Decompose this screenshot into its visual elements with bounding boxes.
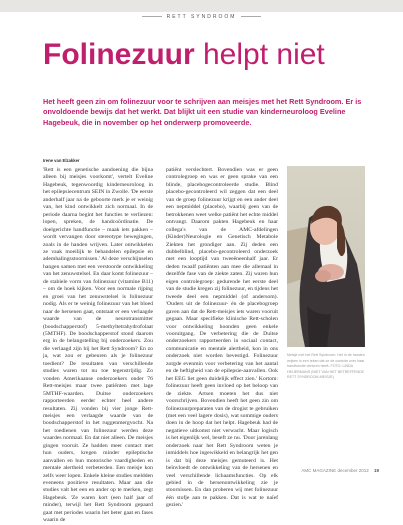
section-label: RETT SYNDROOM — [0, 14, 403, 20]
page-footer — [0, 468, 403, 473]
photo-illustration — [287, 166, 365, 347]
body-column-2 — [166, 167, 278, 510]
author-name: Irene van Elzakker — [43, 158, 80, 163]
title-bold: Folinezuur — [43, 38, 195, 71]
title-rest: helpt niet — [194, 38, 325, 71]
issue-date: december 2012 — [337, 468, 369, 473]
magazine-name: AMC MAGAZINE — [301, 468, 337, 473]
article-title — [43, 38, 325, 72]
girl-rubbing-hands-photo — [287, 166, 365, 347]
body-text-2: patiënt verslechtert. Bovendien was er geen controlegroep en was er geen sprake van een blinde, placebogecontroleerde studie. Blind placebo-gecontroleerd wil zeggen dat een deel van de groep folinezuur krijgt en een ander deel een nepmiddel (placebo), waarbij geen van de betrokkenen weet welke patiënt het echte middel ontvangt. Daarom pakten Hagebeuk en haar collega's van de AMC-afdelingen (Kinder)Neurologie en Genetisch Metabole Ziekten het grondiger aan. Zij deden een dubbelblind, placebo-gecontroleerd onderzoek met een looptijd van tweeëneenhalf jaar. Er deden twaalf patiënten aan mee die allemaal in dezelfde fase van de ziekte zaten. Zij waren hun eigen controlegroep: gedurende het eerste deel van de studie kregen zij folinezuur, en tijdens het tweede deel een nepmiddel (of andersom). 'Ouders uit de folinezuur- én de placebogroep gaven aan dat de Rett-meisjes iets waren vooruit gegaan. Maar specifieke klinische Rett-scholen voor ontwikkeling hoonden geen enkele vooruitgang. De verbetering die de Duitse onderzoekers rapporteerden in sociaal contact, communicatie en mentale alertheid, kon in ons onderzoek niet worden bevestigd. Folinezuur zorgde evenmin voor verbetering van het aantal en de heftigheid van de epilepsie-aanvallen. Ook het EEG liet geen duidelijk effect zien.' Kortom: folinezuur heeft geen invloed op het beloop van de ziekte. Artsen moeten het dus niet voorschrijven. Bovendien heeft het geen zin om folinezuurpreparaten van de drogist te gebruiken (met een veel lagere dosis), wat sommige ouders doen in de hoop dat het helpt. Hagebeuk had de negatieve uitkomst niet verwacht. Maar logisch is het eigenlijk wel, beseft ze nu. 'Door jarenlang onderzoek naar het Rett Syndroom weten je inmiddels hoe ingewikkeld en belangrijk het gen is dat bij deze meisjes gemuteerd is. Het beïnvloedt de ontwikkeling van de hersenen en veel verschillende lichaamsfuncties. Op elk gebied in de hersenontwikkeling zie je stoornissen. En dan proberen wij met folinezuur één stofje aan te pakken. Dat is wat te naïef gezien.' — [166, 167, 278, 509]
top-band — [0, 0, 403, 12]
body-text-1: 'Rett is een genetische aandoening die bijna alleen bij meisjes voorkomt', vertelt Eveline Hagebeuk, tegenwoordig kinderneuroloog in het epilepsiecentrum SEIN in Zwolle. 'De eerste anderhalf jaar na de geboorte merk je er weinig van, het kind ontwikkelt zich normaal. In de periode daarna begint het functies te verliezen: lopen, spreken, de handcoördinatie. De doelgerichte handfunctie – maak iets pakken – wordt vervangen door stereotype bewegingen, zoals in de handen wrijven. Later ontwikkelen ze vaak moeilijk te behandelen epilepsie en ademhalingsstoornissen.' Al deze verschijnselen hangen samen met een verstoorde ontwikkeling van het zenuwstelsel. En daar komt folinezuur – de stabiele vorm van folinezuur (vitamine B11) – om de hoek kijken. Voor een normale rijping en groei van het zenuwstelsel is folinezuur nodig. Als er te weinig folinezuur van het bloed naar de hersenen gaat, ontstaat er een verlaagde waarde van de neurotransmitter (boodschapperstof) 5-methyltetrahydrofolaat (5MTHF). De boodschapperstof stond daarom erg in de belangstelling bij onderzoekers. Zou die verlaagd zijn bij het Rett Syndroom? En zo ja, wat zou er gebeuren als je folinezuur toedient? De resultaten van verschillende studies waren tot nu toe tegenstrijdig. Zo vonden Amerikaanse onderzoekers onder 76 Rett-meisjes maar twee patiënten met lage 5MTHF-waarden. Duitse onderzoekers rapporteerden eerder echter heel andere resultaten. Zij vonden bij vier jonge Rett-meisjes een verlaagde waarde van de boodschapperstof in het ruggenmergvocht. Na het toedienen van folinezuur werden deze waardes normaal. En dat niet alleen. De meisjes gingen vooruit. Ze hadden meer contact met hun ouders, kregen minder epileptische aanvallen en hun motorische vaardigheden en mentale alertheid verbeterden. Een meisje kon zelfs weer lopen. Enkele kleine studies meldden eveneens positieve resultaten. Maar aan die studies valt het een en ander op te merken, zegt Hagebeuk. 'Ze waren kort (een half jaar of minder), terwijl het Rett Syndroom gepaard gaat met periodes waarin het beter gaat en fases waarin de — [43, 167, 153, 524]
lead-paragraph: Het heeft geen zin om folinezuur voor te schrijven aan meisjes met het Rett Syndroom. Er is onvoldoende bewijs dat het werkt. Dat blijkt uit een studie van kinderneuroloog Eveline Hagebeuk, die in november op het onderwerp promoveerde. — [43, 97, 362, 127]
page-number: 19 — [373, 468, 379, 473]
photo-caption: Meisje met het Rett Syndroom. Het in de handen wrijven is een teken dat ze de controle over haar handfunctie verloren heeft. FOTO: LINDA HEIJERMANS (NIET VAN HET BETREFFENDE RETT SYNDROOM-MEISJE) — [287, 353, 365, 380]
